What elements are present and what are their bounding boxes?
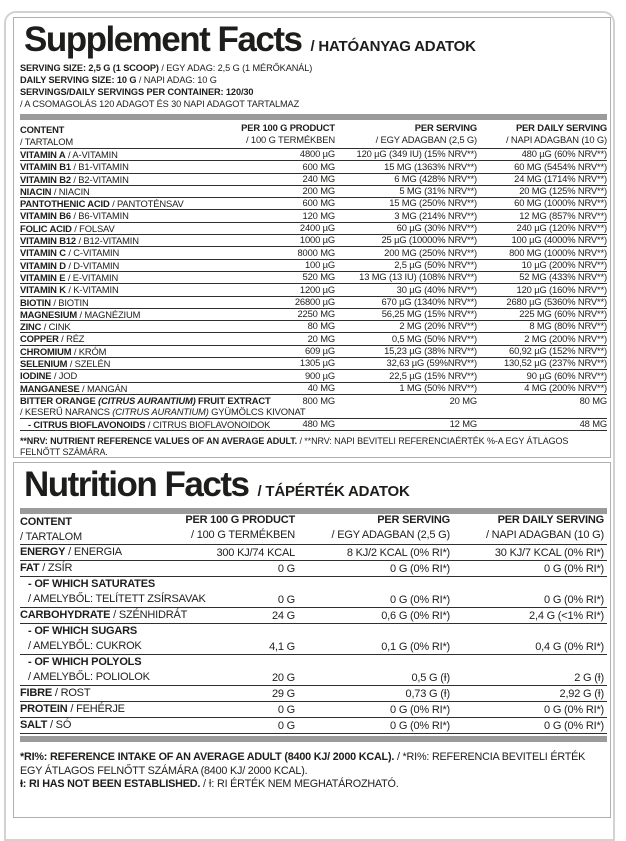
table-row — [20, 718, 607, 734]
text-segment: PANTOTHENIC ACID — [20, 198, 110, 210]
table-row — [20, 260, 607, 272]
table-row — [20, 309, 607, 321]
row-value-daily: 130,52 µG (237% NRV**) — [503, 357, 607, 369]
table-row — [20, 186, 607, 198]
row-value-serving: 6 MG (428% NRV**) — [394, 172, 477, 184]
text-segment: IODINE — [20, 370, 52, 382]
text-segment: (CITRUS AURANTIUM) — [112, 406, 209, 418]
row-name — [20, 561, 607, 576]
table-row — [20, 284, 607, 296]
text-segment: / SÓ — [47, 719, 72, 731]
text-segment: / AMELYBŐL: TELÍTETT ZSÍRSAVAK — [28, 593, 206, 605]
row-value-per100: 200 MG — [302, 185, 335, 197]
row-value-serving: 670 µG (1340% NRV**) — [381, 295, 477, 307]
row-value-daily: 2680 µG (5360% NRV**) — [506, 295, 607, 307]
row-value-daily: 0 G (0% RI*) — [544, 704, 604, 716]
text-segment: FRUIT EXTRACT — [195, 394, 271, 406]
servings-per-container-line: SERVINGS/DAILY SERVINGS PER CONTAINER: 120/30 — [20, 87, 254, 97]
nutrition-title-row — [20, 467, 607, 502]
text-segment: - OF WHICH SUGARS — [28, 625, 138, 637]
table-row — [20, 210, 607, 222]
row-value-daily: 12 MG (857% NRV**) — [519, 209, 607, 221]
text-segment: VITAMIN K — [20, 284, 66, 296]
row-value-serving: 5 MG (31% NRV**) — [399, 185, 477, 197]
text-segment: / SZÉNHIDRÁT — [110, 609, 188, 621]
text-segment: VITAMIN B6 — [20, 210, 71, 222]
table-row — [20, 561, 607, 577]
row-name — [20, 702, 607, 717]
table-row — [20, 223, 607, 235]
supplement-facts-panel — [13, 17, 611, 458]
text-segment: / KRÓM — [71, 345, 107, 357]
text-segment: / ROST — [52, 687, 91, 699]
header-line: / 100 G TERMÉKBEN — [191, 528, 295, 541]
text-segment: / SZELÉN — [67, 358, 111, 370]
row-value-serving: 12 MG — [449, 417, 477, 429]
text-segment: / B6-VITAMIN — [70, 210, 129, 222]
table-header — [20, 123, 607, 149]
table-row — [20, 235, 607, 247]
header-line: PER 100 G PRODUCT — [241, 122, 335, 133]
text-segment: / ENERGIA — [65, 546, 122, 558]
header-col-col3 — [332, 513, 450, 542]
row-value-daily: 80 MG — [579, 394, 607, 406]
row-value-daily: 100 µG (4000% NRV**) — [511, 234, 607, 246]
row-value-per100: 0 G — [277, 563, 295, 575]
text-segment: / MANGÁN — [79, 382, 128, 394]
text-segment: / PANTOTÉNSAV — [109, 198, 184, 210]
nrv-footnote-bold: **NRV: NUTRIENT REFERENCE VALUES OF AN AVERAGE ADULT. — [20, 435, 298, 446]
nutrition-table — [20, 515, 607, 734]
row-value-per100: 120 MG — [302, 209, 335, 221]
row-value-serving: 8 KJ/2 KCAL (0% RI*) — [346, 547, 450, 559]
table-row — [20, 346, 607, 358]
text-segment: / A-VITAMIN — [65, 149, 118, 160]
row-value-daily: 0 G (0% RI*) — [544, 594, 604, 606]
row-name — [20, 624, 607, 654]
text-segment: FAT — [20, 562, 40, 574]
text-segment: MAGNESIUM — [20, 308, 77, 320]
text-segment: / B2-VITAMIN — [70, 173, 129, 185]
row-value-per100: 609 µG — [304, 345, 335, 357]
text-segment: COPPER — [20, 333, 59, 345]
text-segment: VITAMIN B1 — [20, 161, 71, 173]
row-value-per100: 300 KJ/74 KCAL — [216, 547, 295, 559]
row-value-serving: 1 MG (50% NRV**) — [399, 381, 477, 393]
header-line: PER 100 G PRODUCT — [185, 514, 295, 526]
row-value-per100: 520 MG — [302, 271, 335, 283]
row-value-serving: 60 µG (30% NRV**) — [396, 222, 477, 234]
text-segment: / C-VITAMIN — [65, 247, 120, 259]
supplement-title-row — [20, 22, 607, 57]
row-value-serving: 0 G (0% RI*) — [390, 594, 450, 606]
row-value-serving: 15 MG (1363% NRV**) — [384, 160, 477, 172]
row-value-per100: 600 MG — [302, 160, 335, 172]
row-name — [20, 655, 607, 685]
ri-footnote — [20, 751, 607, 792]
header-line: / NAPI ADAGBAN (10 G) — [485, 528, 604, 541]
row-value-serving: 200 MG (250% NRV**) — [384, 246, 477, 258]
row-value-daily: 60 MG (5454% NRV**) — [514, 160, 607, 172]
text-segment: VITAMIN C — [20, 247, 66, 259]
row-value-serving: 2 MG (20% NRV**) — [399, 320, 477, 332]
row-value-daily: 10 µG (200% NRV**) — [521, 258, 607, 270]
row-value-serving: 13 MG (13 IU) (108% NRV**) — [359, 271, 477, 283]
row-value-daily: 2 MG (200% NRV**) — [524, 332, 607, 344]
row-value-serving: 56,25 MG (15% NRV**) — [381, 308, 477, 320]
row-value-per100: 900 µG — [304, 369, 335, 381]
row-value-daily: 800 MG (1000% NRV**) — [509, 246, 607, 258]
row-value-daily: 120 µG (160% NRV**) — [516, 283, 607, 295]
text-segment: CHROMIUM — [20, 345, 72, 357]
table-row — [20, 297, 607, 309]
text-segment: / CITRUS BIOFLAVONOIDOK — [145, 418, 271, 430]
ri-footnote-line: *RI%: REFERENCE INTAKE OF AN AVERAGE ADULT (8400 KJ/ 2000 KCAL). / *RI%: REFERENCIA BEVITELI ÉRTÉK EGY ÁTLAGOS FELNŐTT SZÁMÁRA (8400 KJ/ 2000 KCAL). — [20, 751, 586, 777]
row-value-daily: 0 G (0% RI*) — [544, 720, 604, 732]
table-row — [20, 174, 607, 186]
row-value-per100: 0 G — [277, 720, 295, 732]
table-row — [20, 333, 607, 345]
header-line: / EGY ADAGBAN (2,5 G) — [375, 134, 477, 145]
header-col-col2 — [241, 122, 335, 146]
row-value-per100: 2250 MG — [297, 308, 335, 320]
text-segment: SELENIUM — [20, 358, 68, 370]
divider-bar — [20, 114, 607, 120]
table-row — [20, 577, 607, 608]
row-value-daily: 60 MG (1000% NRV**) — [514, 197, 607, 209]
text-segment: / NIACIN — [51, 185, 90, 197]
row-value-per100: 600 MG — [302, 197, 335, 209]
row-value-daily: 8 MG (80% NRV**) — [529, 320, 607, 332]
row-value-serving: 0,1 G (0% RI*) — [381, 641, 450, 653]
row-value-per100: 100 µG — [304, 258, 335, 270]
table-row — [20, 321, 607, 333]
table-row — [20, 161, 607, 173]
row-value-daily: 60,92 µG (152% NRV**) — [509, 345, 607, 357]
nrv-footnote-normal: / **NRV: NAPI BEVITELI REFERENCIAÉRTÉK %-A EGY ÁTLAGOS FELNŐTT SZÁMÁRA. — [20, 435, 569, 458]
row-value-daily: 90 µG (60% NRV**) — [526, 369, 607, 381]
row-value-per100: 800 MG — [302, 394, 335, 406]
table-row — [20, 358, 607, 370]
nutrition-facts-panel — [13, 462, 611, 818]
header-line: PER SERVING — [377, 514, 450, 526]
row-value-serving: 0,6 G (0% RI*) — [381, 610, 450, 622]
text-segment: PROTEIN — [20, 703, 68, 715]
text-segment: FOLIC ACID — [20, 222, 72, 234]
table-row — [20, 655, 607, 686]
table-row — [20, 383, 607, 395]
row-value-daily: 0 G (0% RI*) — [544, 563, 604, 575]
header-line: PER DAILY SERVING — [497, 514, 604, 526]
row-name — [20, 577, 607, 607]
row-value-daily: 48 MG — [579, 417, 607, 429]
text-segment: / KESERŰ NARANCS — [20, 406, 113, 418]
divider-bar — [20, 736, 607, 742]
header-line: CONTENT — [20, 124, 65, 135]
text-segment: / FOLSAV — [71, 222, 115, 234]
row-value-daily: 480 µG (60% NRV**) — [521, 148, 607, 160]
text-segment: / ZSÍR — [39, 562, 73, 574]
row-value-serving: 0,5 G (Ɨ) — [411, 672, 450, 684]
row-value-serving: 120 µG (349 IU) (15% NRV**) — [356, 148, 477, 160]
text-segment: / K-VITAMIN — [65, 284, 119, 296]
header-line: / NAPI ADAGBAN (10 G) — [505, 134, 607, 145]
header-line: / EGY ADAGBAN (2,5 G) — [331, 528, 450, 541]
table-row — [20, 608, 607, 624]
text-segment: / B1-VITAMIN — [70, 161, 129, 173]
row-value-daily: 20 MG (125% NRV**) — [519, 185, 607, 197]
text-segment: / CINK — [41, 321, 71, 333]
row-value-daily: 24 MG (1714% NRV**) — [514, 172, 607, 184]
text-segment: / AMELYBŐL: POLIOLOK — [28, 671, 150, 683]
header-col-col4 — [506, 122, 607, 146]
supplement-title: Supplement Facts — [24, 20, 302, 59]
row-value-serving: 0 G (0% RI*) — [390, 563, 450, 575]
text-segment: (CITRUS AURANTIUM) — [98, 394, 196, 406]
header-line: / 100 G TERMÉKBEN — [246, 134, 335, 145]
row-value-serving: 25 µG (10000% NRV**) — [381, 234, 477, 246]
text-segment: SALT — [20, 719, 48, 731]
header-line: CONTENT — [20, 516, 72, 528]
table-row — [20, 419, 607, 431]
row-value-daily: 2 G (Ɨ) — [574, 672, 604, 684]
text-segment: / BIOTIN — [50, 296, 89, 308]
table-row — [20, 198, 607, 210]
row-value-per100: 480 MG — [302, 417, 335, 429]
text-segment: CARBOHYDRATE — [20, 609, 111, 621]
row-value-daily: 2,92 G (Ɨ) — [559, 688, 604, 700]
text-segment: / JOD — [51, 370, 78, 382]
row-value-per100: 0 G — [277, 704, 295, 716]
text-segment: / E-VITAMIN — [65, 271, 119, 283]
row-value-per100: 240 MG — [302, 172, 335, 184]
row-value-serving: 2,5 µG (50% NRV**) — [394, 258, 477, 270]
text-segment: VITAMIN B2 — [20, 173, 71, 185]
table-row — [20, 624, 607, 655]
text-segment: BIOTIN — [20, 296, 51, 308]
text-segment: / D-VITAMIN — [65, 259, 120, 271]
supplement-table — [20, 123, 607, 431]
row-value-per100: 2400 µG — [299, 222, 335, 234]
nrv-footnote — [20, 436, 607, 459]
text-segment: VITAMIN A — [20, 149, 66, 160]
header-line: / TARTALOM — [20, 136, 74, 147]
nutrition-title: Nutrition Facts — [24, 465, 249, 504]
row-value-per100: 40 MG — [307, 381, 335, 393]
header-col-col3 — [376, 122, 477, 146]
text-segment: ZINC — [20, 321, 42, 333]
text-segment: / MAGNÉZIUM — [76, 308, 141, 320]
text-segment: BITTER ORANGE — [20, 394, 99, 406]
serving-size-line: SERVING SIZE: 2,5 G (1 SCOOP) / EGY ADAG: 2,5 G (1 MÉRŐKANÁL) — [20, 63, 313, 73]
text-segment: / RÉZ — [58, 333, 85, 345]
table-row — [20, 686, 607, 702]
row-value-per100: 24 G — [271, 610, 295, 622]
text-segment: - CITRUS BIOFLAVONOIDS — [28, 418, 146, 430]
text-segment: MANGANESE — [20, 382, 80, 394]
row-value-daily: 0,4 G (0% RI*) — [535, 641, 604, 653]
table-row — [20, 545, 607, 561]
row-value-per100: 1200 µG — [299, 283, 335, 295]
row-value-serving: 0 G (0% RI*) — [390, 704, 450, 716]
text-segment: VITAMIN B12 — [20, 235, 76, 247]
row-value-serving: 30 µG (40% NRV**) — [396, 283, 477, 295]
text-segment: - OF WHICH POLYOLS — [28, 656, 142, 668]
text-segment: NIACIN — [20, 185, 52, 197]
row-value-per100: 29 G — [271, 688, 295, 700]
row-value-daily: 225 MG (60% NRV**) — [519, 308, 607, 320]
row-value-per100: 1000 µG — [299, 234, 335, 246]
row-value-daily: 240 µG (120% NRV**) — [516, 222, 607, 234]
text-segment: VITAMIN E — [20, 271, 66, 283]
row-value-per100: 26800 µG — [294, 295, 335, 307]
row-name — [20, 608, 607, 623]
supplement-subtitle: / HATÓANYAG ADATOK — [310, 38, 476, 55]
header-line: / TARTALOM — [20, 530, 82, 543]
header-col-col4 — [486, 513, 604, 542]
row-value-serving: 22,5 µG (15% NRV**) — [389, 369, 477, 381]
table-row — [20, 395, 607, 419]
text-segment: GYÜMÖLCS KIVONAT — [208, 406, 306, 418]
table-row — [20, 149, 607, 161]
row-value-daily: 52 MG (433% NRV**) — [519, 271, 607, 283]
row-value-serving: 3 MG (214% NRV**) — [394, 209, 477, 221]
table-row — [20, 702, 607, 718]
row-value-per100: 4,1 G — [269, 641, 295, 653]
row-value-serving: 0,73 G (Ɨ) — [405, 688, 450, 700]
row-value-per100: 0 G — [277, 594, 295, 606]
nutrition-subtitle: / TÁPÉRTÉK ADATOK — [257, 483, 410, 500]
table-header — [20, 515, 607, 545]
row-value-daily: 30 KJ/7 KCAL (0% RI*) — [494, 547, 604, 559]
table-row — [20, 272, 607, 284]
row-value-daily: 2,4 G (<1% RI*) — [529, 610, 604, 622]
row-value-per100: 1305 µG — [299, 357, 335, 369]
text-segment: FIBRE — [20, 687, 53, 699]
serving-info — [20, 62, 607, 110]
text-segment: / B12-VITAMIN — [76, 235, 139, 247]
row-value-serving: 20 MG — [449, 394, 477, 406]
row-value-per100: 20 G — [271, 672, 295, 684]
row-value-serving: 15 MG (250% NRV**) — [389, 197, 477, 209]
row-value-serving: 0,5 MG (50% NRV**) — [391, 332, 477, 344]
row-value-serving: 15,23 µG (38% NRV**) — [384, 345, 477, 357]
row-value-per100: 8000 MG — [297, 246, 335, 258]
daily-serving-size-line: DAILY SERVING SIZE: 10 G / NAPI ADAG: 10 G — [20, 75, 217, 85]
header-line: PER DAILY SERVING — [515, 122, 607, 133]
row-name — [20, 686, 607, 701]
row-name — [20, 718, 607, 733]
row-value-per100: 4800 µG — [299, 148, 335, 160]
text-segment: / AMELYBŐL: CUKROK — [28, 640, 142, 652]
row-value-per100: 80 MG — [307, 320, 335, 332]
text-segment: ENERGY — [20, 546, 66, 558]
header-col-col2 — [185, 513, 295, 542]
row-value-serving: 0 G (0% RI*) — [390, 720, 450, 732]
text-segment: / FEHÉRJE — [67, 703, 125, 715]
row-value-serving: 32,63 µG (59%NRV**) — [386, 357, 477, 369]
servings-per-container-line-hu: / A CSOMAGOLÁS 120 ADAGOT ÉS 30 NAPI ADAGOT TARTALMAZ — [20, 99, 300, 109]
header-line: PER SERVING — [414, 122, 477, 133]
text-segment: - OF WHICH SATURATES — [28, 578, 155, 590]
ri-footnote-line: Ɨ: RI HAS NOT BEEN ESTABLISHED. / Ɨ: RI ÉRTÉK NEM MEGHATÁROZHATÓ. — [20, 778, 399, 790]
row-value-per100: 20 MG — [307, 332, 335, 344]
table-row — [20, 370, 607, 382]
text-segment: VITAMIN D — [20, 259, 66, 271]
table-row — [20, 247, 607, 259]
row-value-daily: 4 MG (200% NRV**) — [524, 381, 607, 393]
